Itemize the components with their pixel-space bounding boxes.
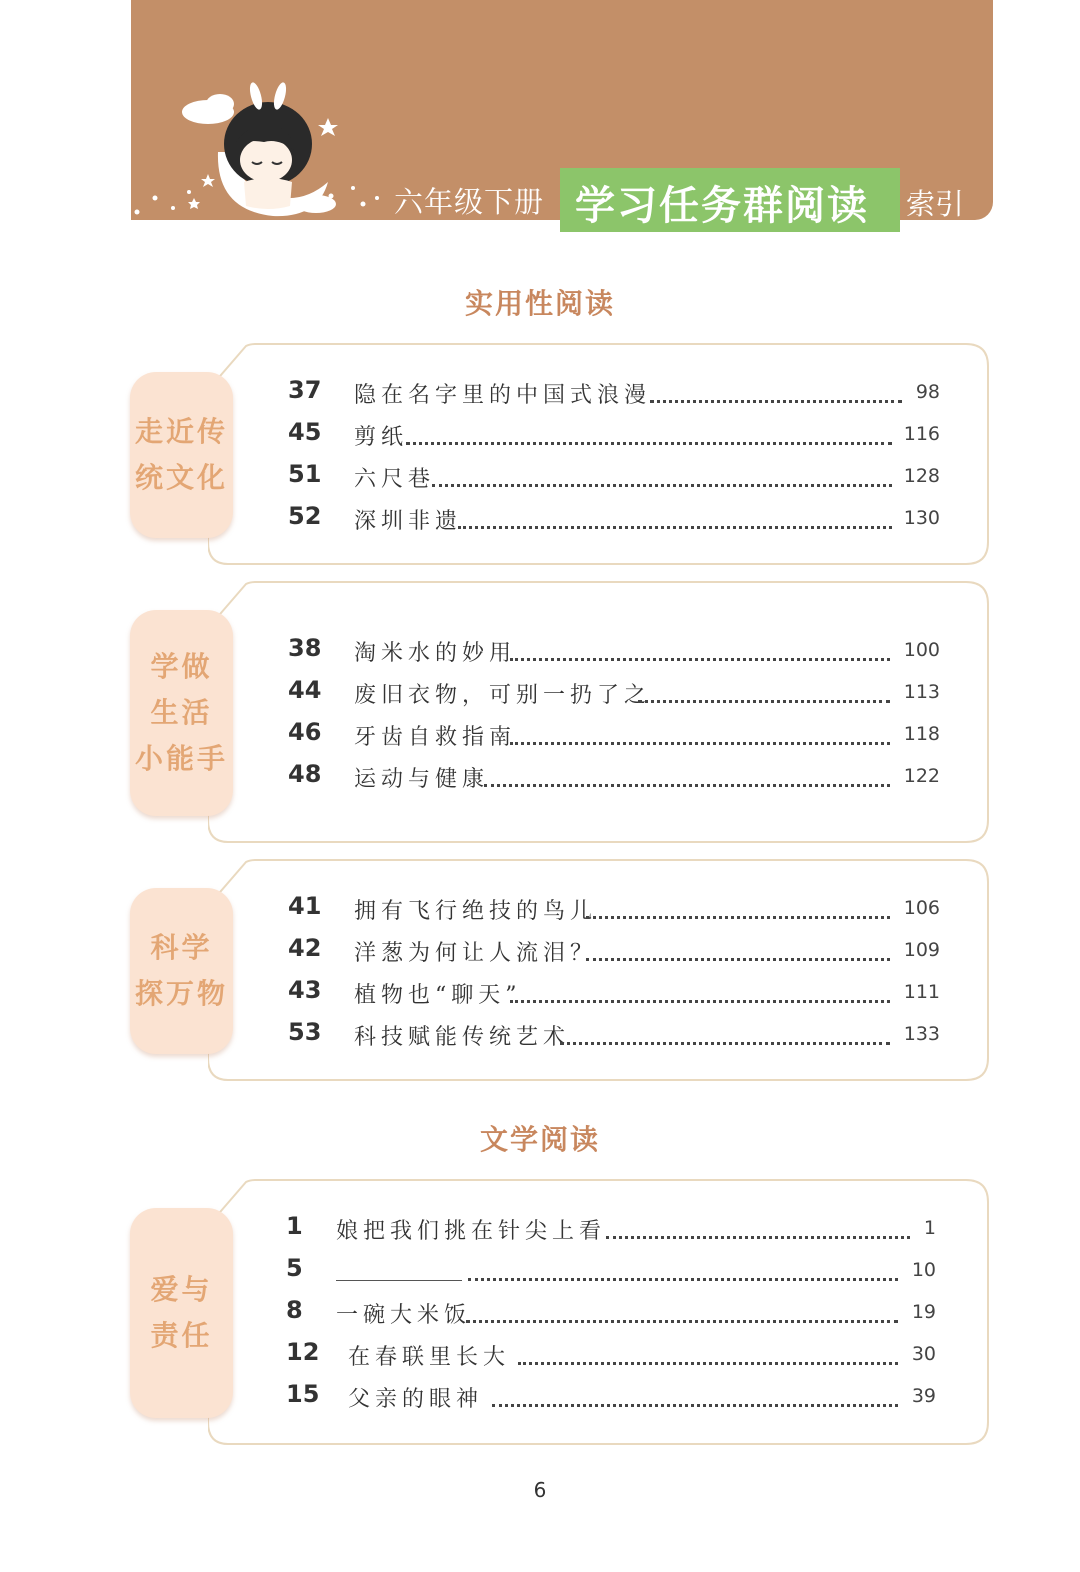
leader-dots <box>510 640 890 661</box>
toc-entry[interactable] <box>0 934 1080 974</box>
entry-title: 在春联里长大 <box>348 1345 511 1370</box>
entry-number: 42 <box>288 934 322 962</box>
entry-title: 洋葱为何让人流泪？ <box>354 941 598 966</box>
tag-line: 小能手 <box>134 742 228 775</box>
tag-line: 学做 <box>150 650 213 683</box>
entry-page: 113 <box>903 681 940 703</box>
entry-title: 娘把我们挑在针尖上看 <box>336 1219 607 1244</box>
entry-title: 废旧衣物，可别一扔了之 <box>354 683 652 708</box>
entry-page: 100 <box>903 639 940 661</box>
entry-title: 运动与健康 <box>354 767 490 792</box>
leader-dots <box>492 1386 898 1407</box>
entry-title: 隐在名字里的中国式浪漫 <box>354 383 652 408</box>
entry-number: 48 <box>288 760 322 788</box>
section-heading-literary: 文学阅读 <box>479 1123 600 1156</box>
page-title: 学习任务群阅读 <box>575 183 869 229</box>
tag-line: 爱与 <box>150 1273 213 1306</box>
entry-page: 128 <box>903 465 940 487</box>
toc-entry[interactable] <box>0 634 1080 674</box>
leader-dots <box>586 940 890 961</box>
toc-entry[interactable] <box>0 502 1080 542</box>
entry-number: 8 <box>286 1296 303 1324</box>
entry-number: 44 <box>288 676 322 704</box>
entry-title: 父亲的眼神 <box>348 1387 484 1412</box>
leader-dots <box>510 982 890 1003</box>
entry-page: 98 <box>915 381 940 403</box>
leader-dots <box>586 898 890 919</box>
toc-entry[interactable] <box>0 976 1080 1016</box>
entry-page: 133 <box>903 1023 940 1045</box>
entry-page: 19 <box>911 1301 936 1323</box>
leader-dots <box>466 1302 898 1323</box>
entry-page: 118 <box>903 723 940 745</box>
tag-line: 生活 <box>150 696 213 729</box>
entry-number: 15 <box>286 1380 320 1408</box>
toc-entry[interactable] <box>0 1338 1080 1378</box>
entry-page: 1 <box>923 1217 936 1239</box>
entry-page: 39 <box>911 1385 936 1407</box>
toc-entry[interactable] <box>0 1018 1080 1058</box>
entry-title: 六尺巷 <box>354 467 436 492</box>
grade-label: 六年级下册 <box>394 185 545 219</box>
toc-entry[interactable] <box>0 1296 1080 1336</box>
entry-page: 122 <box>903 765 940 787</box>
entry-title: 拥有飞行绝技的鸟儿 <box>354 899 598 924</box>
toc-entry[interactable] <box>0 892 1080 932</box>
toc-entry[interactable] <box>0 1380 1080 1420</box>
toc-entry[interactable] <box>0 376 1080 416</box>
tag-line: 走近传 <box>134 415 228 448</box>
index-label: 索引 <box>906 187 965 221</box>
entry-title: 淘米水的妙用 <box>354 641 517 666</box>
page-number: 6 <box>533 1478 547 1502</box>
entry-title: 牙齿自救指南 <box>354 725 517 750</box>
toc-entry[interactable] <box>0 718 1080 758</box>
entry-title: 深圳非遗 <box>354 509 463 534</box>
entry-page: 106 <box>903 897 940 919</box>
toc-entry[interactable] <box>0 676 1080 716</box>
tag-line: 统文化 <box>134 461 228 494</box>
tag-line: 科学 <box>150 931 213 964</box>
entry-title: 科技赋能传统艺术 <box>354 1025 571 1050</box>
leader-dots <box>650 382 902 403</box>
entry-number: 51 <box>288 460 322 488</box>
entry-number: 5 <box>286 1254 303 1282</box>
entry-title: 剪纸 <box>354 425 409 450</box>
toc-entry[interactable] <box>0 460 1080 500</box>
entry-number: 41 <box>288 892 322 920</box>
leader-dots <box>468 1260 898 1281</box>
entry-number: 37 <box>288 376 322 404</box>
leader-dots <box>510 724 890 745</box>
entry-page: 10 <box>911 1259 936 1281</box>
leader-dots <box>432 466 892 487</box>
entry-number: 38 <box>288 634 322 662</box>
girl-on-moon-icon <box>178 82 348 222</box>
entry-number: 43 <box>288 976 322 1004</box>
leader-dots <box>638 682 890 703</box>
fill-in-blank-line <box>336 1280 462 1281</box>
entry-page: 111 <box>903 981 940 1003</box>
entry-title: 植物也“聊天” <box>354 983 522 1008</box>
entry-title: 一碗大米饭 <box>336 1303 472 1328</box>
entry-number: 53 <box>288 1018 322 1046</box>
toc-entry[interactable] <box>0 1212 1080 1252</box>
entry-number: 52 <box>288 502 322 530</box>
tag-line: 责任 <box>150 1319 213 1352</box>
leader-dots <box>560 1024 890 1045</box>
entry-number: 46 <box>288 718 322 746</box>
entry-page: 109 <box>903 939 940 961</box>
toc-entry[interactable] <box>0 1254 1080 1294</box>
section-heading-practical: 实用性阅读 <box>464 287 615 320</box>
entry-number: 12 <box>286 1338 320 1366</box>
leader-dots <box>606 1218 910 1239</box>
toc-entry[interactable] <box>0 418 1080 458</box>
entry-page: 116 <box>903 423 940 445</box>
tag-line: 探万物 <box>134 977 228 1010</box>
entry-number: 45 <box>288 418 322 446</box>
leader-dots <box>406 424 892 445</box>
entry-number: 1 <box>286 1212 303 1240</box>
leader-dots <box>518 1344 898 1365</box>
toc-entry[interactable] <box>0 760 1080 800</box>
leader-dots <box>484 766 890 787</box>
entry-page: 30 <box>911 1343 936 1365</box>
entry-page: 130 <box>903 507 940 529</box>
leader-dots <box>458 508 892 529</box>
